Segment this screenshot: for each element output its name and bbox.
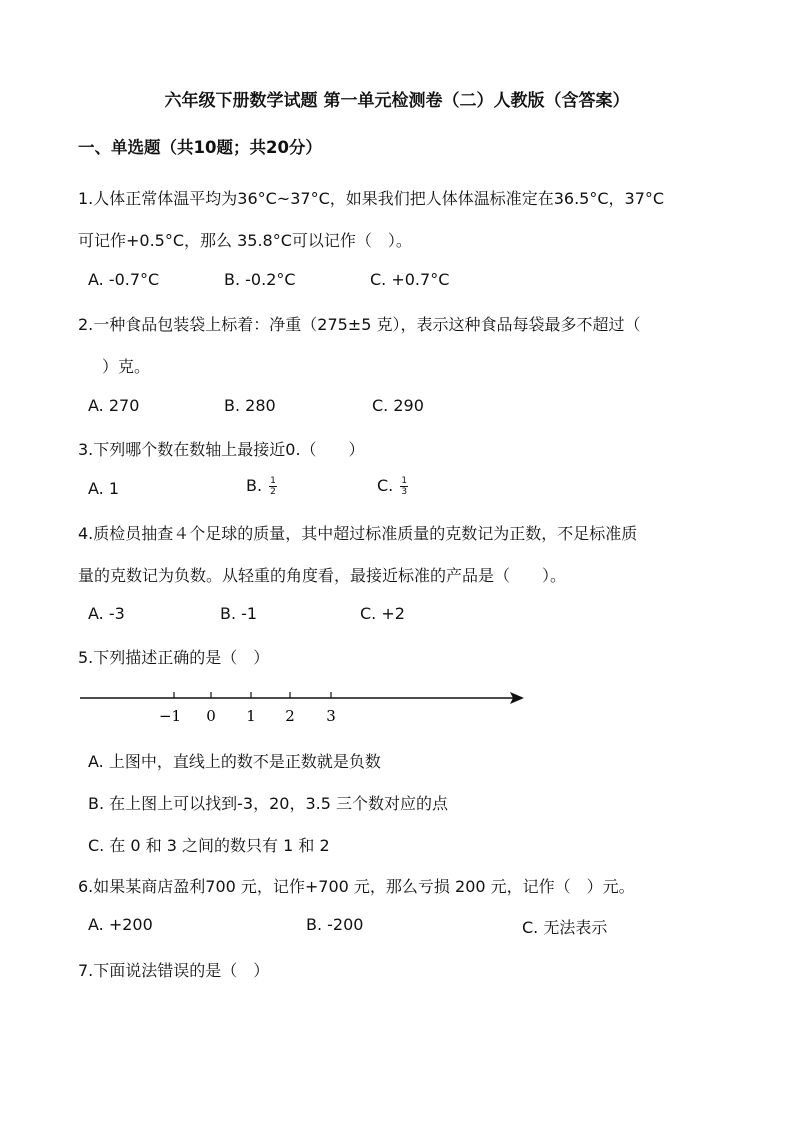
question-5-option-a: A. 上图中，直线上的数不是正数就是负数 — [88, 752, 381, 771]
question-1-line-1: 1.人体正常体温平均为36°C~37°C，如果我们把人体体温标准定在36.5°C，37°C — [78, 189, 665, 208]
question-6-line-1: 6.如果某商店盈利700 元，记作+700 元，那么亏损 200 元，记作（ ）元。 — [78, 877, 635, 896]
question-4-line-2: 量的克数记为负数。从轻重的角度看，最接近标准的产品是（ ）。 — [78, 566, 567, 585]
question-1-option-a: A. -0.7°C — [88, 270, 160, 289]
question-2-option-b: B. 280 — [224, 396, 276, 415]
question-6-option-c: C. 无法表示 — [522, 918, 608, 937]
question-4-option-b: B. -1 — [220, 604, 258, 623]
question-5-line-1: 5.下列描述正确的是（ ） — [78, 648, 270, 667]
question-2-option-c: C. 290 — [372, 396, 424, 415]
question-2-line-1: 2.一种食品包装袋上标着：净重（275±5 克），表示这种食品每袋最多不超过（ — [78, 315, 641, 334]
number-line-label: 2 — [285, 707, 295, 725]
question-4-option-a: A. -3 — [88, 604, 125, 623]
question-3-line-1: 3.下列哪个数在数轴上最接近0.（ ） — [78, 440, 365, 459]
question-2-option-a: A. 270 — [88, 396, 140, 415]
number-line-label: −1 — [158, 707, 182, 725]
fraction-one-half — [269, 476, 277, 497]
question-6-option-b: B. -200 — [306, 915, 364, 934]
question-3-option-b — [246, 476, 277, 497]
option-c-letter: C. — [377, 476, 394, 495]
fraction-numerator: 1 — [270, 476, 276, 486]
question-4-line-1: 4.质检员抽查４个足球的质量，其中超过标准质量的克数记为正数，不足标准质 — [78, 524, 638, 543]
question-1-line-2: 可记作+0.5°C，那么 35.8°C可以记作（ ）。 — [78, 231, 412, 250]
fraction-one-third — [400, 476, 408, 497]
fraction-denominator: 3 — [401, 487, 408, 497]
fraction-denominator: 2 — [270, 487, 276, 497]
page-title: 六年级下册数学试题 第一单元检测卷（二）人教版（含答案） — [164, 91, 630, 111]
number-line-label: 1 — [246, 707, 256, 725]
question-5-option-c: C. 在 0 和 3 之间的数只有 1 和 2 — [88, 836, 330, 855]
question-2-line-2: ）克。 — [86, 357, 151, 376]
question-1-option-c: C. +0.7°C — [370, 270, 450, 289]
question-3-option-c — [377, 476, 408, 497]
question-3-option-a: A. 1 — [88, 479, 120, 498]
number-line-figure — [78, 682, 528, 726]
question-1-option-b: B. -0.2°C — [224, 270, 296, 289]
number-line-label: 0 — [206, 707, 216, 725]
question-4-option-c: C. +2 — [360, 604, 405, 623]
option-b-letter: B. — [246, 476, 263, 495]
fraction-numerator: 1 — [401, 476, 408, 486]
number-line-label: 3 — [326, 707, 336, 725]
question-6-option-a: A. +200 — [88, 915, 153, 934]
question-7-line-1: 7.下面说法错误的是（ ） — [78, 961, 270, 980]
question-5-option-b: B. 在上图上可以找到-3，20，3.5 三个数对应的点 — [88, 794, 448, 813]
section-heading-single-choice: 一、单选题（共10题；共20分） — [78, 138, 322, 157]
